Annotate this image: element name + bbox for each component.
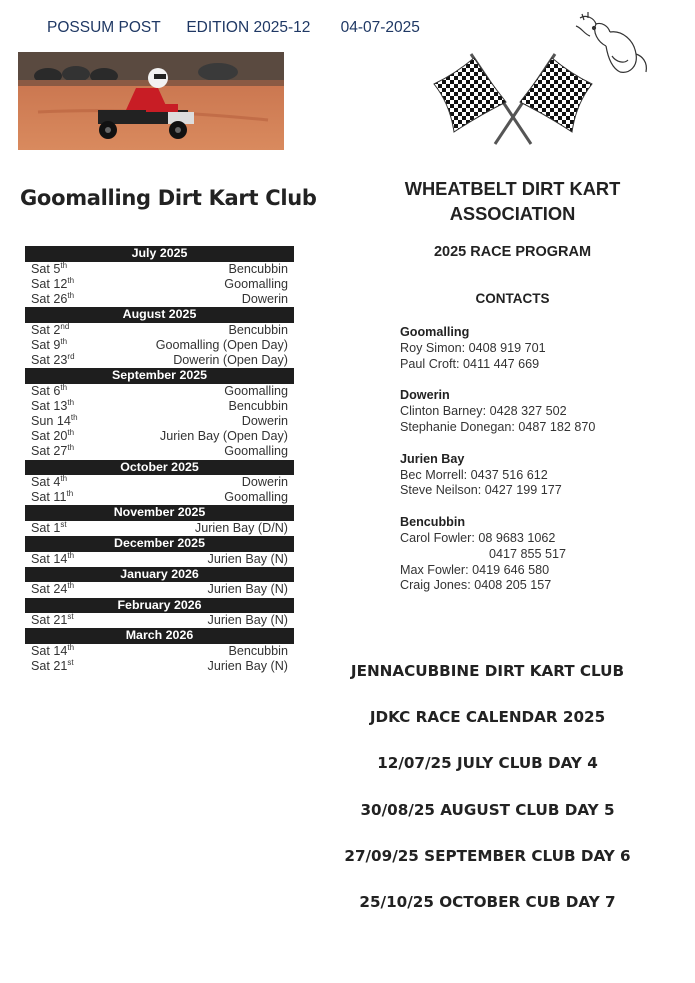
race-venue: Bencubbin <box>228 643 288 658</box>
race-date <box>31 429 74 444</box>
ordinal-suffix: st <box>60 519 67 529</box>
race-venue: Dowerin (Open Day) <box>173 352 288 367</box>
checkered-flags-icon <box>430 52 596 148</box>
contact-line: Bec Morrell: 0437 516 612 <box>400 467 548 482</box>
month-header: February 2026 <box>25 598 294 614</box>
race-day: Sat 12 <box>31 276 68 291</box>
association-title <box>385 176 640 226</box>
race-date <box>31 353 75 368</box>
race-venue: Jurien Bay (Open Day) <box>159 429 288 444</box>
ordinal-suffix: th <box>60 382 68 392</box>
ordinal-suffix: th <box>67 275 75 285</box>
race-venue: Jurien Bay (N) <box>207 582 288 597</box>
race-day: Sat 27 <box>31 444 68 459</box>
ordinal-suffix: th <box>67 642 75 652</box>
ordinal-suffix: th <box>60 260 68 270</box>
race-venue: Bencubbin <box>228 398 288 413</box>
ordinal-suffix: th <box>70 413 78 422</box>
contact-line: Max Fowler: 0419 646 580 <box>400 562 550 577</box>
publication-name: POSSUM POST <box>47 19 161 36</box>
month-header: July 2025 <box>25 246 294 262</box>
race-venue: Jurien Bay (N) <box>207 613 288 627</box>
race-date <box>31 277 74 292</box>
race-venue: Goomalling <box>224 276 288 291</box>
jdkc-club-name: JENNACUBBINE DIRT KART CLUB <box>350 662 625 680</box>
jdkc-calendar <box>330 662 645 939</box>
race-event-row <box>25 399 294 414</box>
ordinal-suffix: th <box>67 290 75 300</box>
race-day: Sat 6 <box>31 383 61 398</box>
month-header: November 2025 <box>25 505 294 521</box>
contact-group <box>400 452 660 499</box>
ordinal-suffix: th <box>60 336 68 346</box>
race-date <box>31 582 74 597</box>
race-date <box>31 475 67 490</box>
ordinal-suffix: th <box>67 581 75 591</box>
contact-line: Craig Jones: 0408 205 157 <box>400 578 552 593</box>
race-event-row <box>25 552 294 567</box>
race-date <box>31 521 67 536</box>
race-venue: Bencubbin <box>228 261 288 276</box>
race-day: Sat 5 <box>31 261 61 276</box>
race-event-row <box>25 414 294 429</box>
month-header: August 2025 <box>25 307 294 323</box>
race-event-row <box>25 475 294 490</box>
club-title: Goomalling Dirt Kart Club <box>20 186 317 210</box>
race-day: Sun 14 <box>31 414 71 428</box>
ordinal-suffix: st <box>67 657 74 667</box>
ordinal-suffix: rd <box>67 351 75 361</box>
month-header: October 2025 <box>25 460 294 476</box>
contacts-heading: CONTACTS <box>475 291 550 306</box>
jdkc-calendar-heading: JDKC RACE CALENDAR 2025 <box>369 708 606 727</box>
race-event-row <box>25 262 294 277</box>
race-calendar <box>25 246 294 674</box>
issue-date: 04-07-2025 <box>340 19 420 36</box>
contacts-list <box>400 325 660 610</box>
ordinal-suffix: th <box>67 428 75 438</box>
race-date <box>31 659 74 674</box>
race-event-row <box>25 338 294 353</box>
race-venue: Goomalling <box>224 444 288 459</box>
race-day: Sat 1 <box>31 520 61 535</box>
race-day: Sat 21 <box>31 658 68 673</box>
race-day: Sat 14 <box>31 643 68 658</box>
race-event-row <box>25 444 294 459</box>
race-date <box>31 384 67 399</box>
race-event-row <box>25 644 294 659</box>
kart-racing-photo <box>18 52 284 150</box>
race-event-row <box>25 384 294 399</box>
newsletter-header <box>47 19 420 37</box>
month-header: September 2025 <box>25 368 294 384</box>
contact-group <box>400 325 660 372</box>
race-program-heading: 2025 RACE PROGRAM <box>433 244 592 260</box>
contact-line: Carol Fowler: 08 9683 1062 <box>400 530 556 545</box>
contact-line: 0417 855 517 <box>489 546 567 561</box>
race-date <box>31 644 74 659</box>
race-event-row <box>25 353 294 368</box>
ordinal-suffix: th <box>67 397 75 407</box>
contact-line: Roy Simon: 0408 919 701 <box>400 340 546 355</box>
ordinal-suffix: th <box>67 443 75 453</box>
race-event-row <box>25 613 294 628</box>
race-venue: Jurien Bay (D/N) <box>194 520 288 535</box>
ordinal-suffix: th <box>66 489 74 499</box>
race-date <box>31 323 69 338</box>
contact-club-name: Goomalling <box>400 325 470 339</box>
contact-group <box>400 515 660 594</box>
contact-line: Steve Neilson: 0427 199 177 <box>400 483 562 498</box>
contact-club-name: Dowerin <box>400 388 450 403</box>
race-venue: Goomalling (Open Day) <box>155 337 288 352</box>
jdkc-club-day: 27/09/25 SEPTEMBER CLUB DAY 6 <box>344 846 631 865</box>
race-venue: Dowerin <box>241 475 288 490</box>
race-venue: Jurien Bay (N) <box>207 658 288 673</box>
race-event-row <box>25 292 294 307</box>
race-date <box>31 414 78 429</box>
race-date <box>31 399 74 414</box>
ordinal-suffix: nd <box>60 321 70 331</box>
month-header: March 2026 <box>25 628 294 644</box>
race-venue: Bencubbin <box>228 322 288 337</box>
race-date <box>31 552 74 567</box>
race-day: Sat 24 <box>31 582 68 597</box>
contact-line: Paul Croft: 0411 447 669 <box>400 356 540 371</box>
month-header: January 2026 <box>25 567 294 583</box>
race-day: Sat 2 <box>31 322 61 337</box>
jdkc-club-day: 12/07/25 JULY CLUB DAY 4 <box>377 754 598 773</box>
jdkc-club-day: 30/08/25 AUGUST CLUB DAY 5 <box>360 800 615 819</box>
contact-club-name: Bencubbin <box>400 515 466 530</box>
race-day: Sat 14 <box>31 551 68 566</box>
race-venue: Dowerin <box>241 291 288 306</box>
race-event-row <box>25 521 294 536</box>
race-date <box>31 338 67 353</box>
race-venue: Jurien Bay (N) <box>207 551 288 566</box>
association-title-line2: ASSOCIATION <box>449 203 576 224</box>
race-day: Sat 4 <box>31 475 61 490</box>
contact-line: Stephanie Donegan: 0487 182 870 <box>400 419 596 434</box>
race-day: Sat 26 <box>31 291 68 306</box>
month-header: December 2025 <box>25 536 294 552</box>
edition-number: EDITION 2025-12 <box>186 19 311 36</box>
race-date <box>31 490 73 505</box>
contact-group <box>400 388 660 435</box>
race-day: Sat 13 <box>31 398 68 413</box>
race-day: Sat 20 <box>31 429 68 444</box>
race-venue: Dowerin <box>241 414 288 428</box>
race-day: Sat 23 <box>31 352 68 367</box>
race-event-row <box>25 659 294 674</box>
race-day: Sat 11 <box>31 490 67 505</box>
race-event-row <box>25 490 294 505</box>
race-event-row <box>25 323 294 338</box>
race-day: Sat 21 <box>31 613 68 627</box>
jdkc-club-day: 25/10/25 OCTOBER CUB DAY 7 <box>359 892 616 911</box>
race-date <box>31 292 74 307</box>
ordinal-suffix: st <box>67 612 74 621</box>
race-date <box>31 262 67 277</box>
race-event-row <box>25 277 294 292</box>
race-day: Sat 9 <box>31 337 61 352</box>
contact-club-name: Jurien Bay <box>400 451 465 466</box>
race-venue: Goomalling <box>224 490 288 505</box>
ordinal-suffix: th <box>67 550 75 560</box>
race-event-row <box>25 429 294 444</box>
ordinal-suffix: th <box>60 474 68 484</box>
race-venue: Goomalling <box>224 383 288 398</box>
race-date <box>31 444 74 459</box>
race-date <box>31 613 74 628</box>
race-event-row <box>25 582 294 597</box>
association-title-line1: WHEATBELT DIRT KART <box>404 178 621 199</box>
contact-line: Clinton Barney: 0428 327 502 <box>400 404 567 419</box>
